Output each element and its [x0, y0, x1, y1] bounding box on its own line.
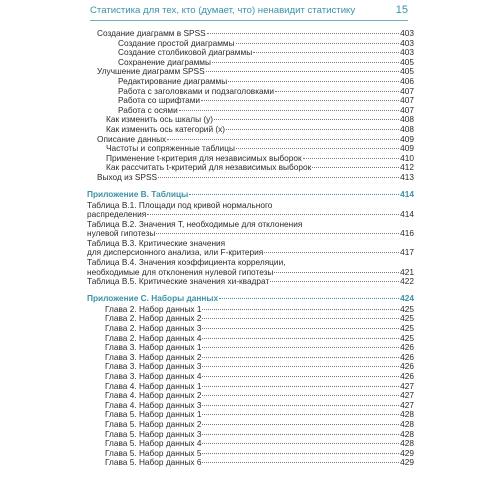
- tables-list: [0, 201, 500, 287]
- toc-entry-page: 407: [400, 85, 414, 96]
- toc-entry[interactable]: [0, 67, 500, 77]
- toc-entry-page: 403: [400, 37, 414, 48]
- toc-entry[interactable]: [0, 125, 500, 135]
- dataset-entry[interactable]: [0, 439, 500, 449]
- table-entry-line1: Таблица B.2. Значения T, необходимые для отклонения: [87, 218, 303, 229]
- leader-dots: [201, 100, 399, 101]
- leader-dots: [202, 434, 399, 435]
- table-entry[interactable]: [0, 258, 500, 277]
- toc-entry-title: Глава 2. Набор данных 4: [105, 332, 202, 343]
- leader-dots: [202, 338, 399, 339]
- table-entry[interactable]: [0, 201, 500, 220]
- leader-dots: [264, 252, 399, 253]
- table-entry-page: 417: [400, 247, 414, 258]
- table-entry-line2: необходимые для отклонения нулевой гипотезы: [87, 266, 274, 277]
- table-entry-line2: для дисперсионного анализа, или F-критерия: [87, 247, 264, 258]
- toc-entry[interactable]: [0, 58, 500, 68]
- toc-entry-title: Глава 4. Набор данных 1: [105, 380, 202, 391]
- leader-dots: [206, 71, 400, 72]
- toc-entry-page: 425: [400, 303, 414, 314]
- toc-entry-page: 408: [400, 123, 414, 134]
- leader-dots: [202, 443, 399, 444]
- leader-dots: [312, 167, 399, 168]
- leader-dots: [202, 328, 399, 329]
- toc-entry[interactable]: [0, 106, 500, 116]
- toc-entry-page: 425: [400, 313, 414, 324]
- running-header: [90, 4, 408, 16]
- toc-entry-title: Применение t-критерия для независимых выборок: [106, 152, 302, 163]
- table-entry-line1: Таблица B.1. Площади под кривой нормального: [87, 199, 273, 210]
- toc-entry-page: 428: [400, 438, 414, 449]
- dataset-entry[interactable]: [0, 353, 500, 363]
- leader-dots: [212, 62, 399, 63]
- leader-dots: [202, 395, 399, 396]
- toc-entry-page: 408: [400, 114, 414, 125]
- toc-entry-title: Работа с осями: [118, 104, 178, 115]
- toc-entry[interactable]: [0, 48, 500, 58]
- toc-entry-title: Как изменить ось шкалы (y): [106, 114, 214, 125]
- toc-entry-page: 428: [400, 428, 414, 439]
- leader-dots: [179, 110, 399, 111]
- toc-entry-title: Работа с заголовками и подзаголовками: [118, 85, 274, 96]
- leader-dots: [274, 272, 399, 273]
- appendix-b-title: Приложение B. Таблицы: [87, 188, 189, 199]
- toc-entry-title: Глава 3. Набор данных 4: [105, 371, 202, 381]
- toc-entry[interactable]: [0, 87, 500, 97]
- toc-entry-title: Глава 3. Набор данных 2: [105, 351, 202, 362]
- toc-entry-page: 429: [400, 457, 414, 468]
- leader-dots: [202, 405, 399, 406]
- leader-dots: [236, 148, 399, 149]
- leader-dots: [303, 158, 400, 159]
- dataset-entry[interactable]: [0, 401, 500, 411]
- dataset-entry[interactable]: [0, 458, 500, 468]
- toc-entry-page: 407: [400, 104, 414, 115]
- header-rule: [90, 20, 408, 21]
- toc-entry-page: 426: [400, 371, 414, 381]
- leader-dots: [253, 52, 399, 53]
- toc-entry-title: Частоты и сопряженные таблицы: [106, 143, 235, 154]
- leader-dots: [207, 33, 400, 34]
- leader-dots: [167, 139, 399, 140]
- toc-entry-title: Глава 3. Набор данных 3: [105, 361, 202, 372]
- dataset-entry[interactable]: [0, 305, 500, 315]
- table-entry-page: 422: [400, 276, 414, 287]
- table-entry-page: 421: [400, 266, 414, 277]
- toc-entry-page: 409: [400, 133, 414, 144]
- toc-entry-title: Как изменить ось категорий (x): [106, 123, 226, 134]
- leader-dots: [202, 462, 399, 463]
- toc-entry-page: 412: [400, 162, 414, 173]
- datasets-list: [0, 305, 500, 468]
- toc-entry-page: 403: [400, 47, 414, 58]
- dataset-entry[interactable]: [0, 420, 500, 430]
- toc-entry-title: Работа со шрифтами: [118, 95, 201, 106]
- dataset-entry[interactable]: [0, 314, 500, 324]
- toc-entry-title: Глава 2. Набор данных 2: [105, 313, 202, 324]
- toc-entry[interactable]: [0, 96, 500, 106]
- table-entry-line1: Таблица B.4. Значения коэффициента корреляции,: [87, 257, 286, 268]
- leader-dots: [202, 376, 399, 377]
- table-entry-page: 416: [400, 228, 414, 239]
- leader-dots: [214, 119, 399, 120]
- toc-entry-title: Глава 5. Набор данных 1: [105, 409, 202, 420]
- toc-entry-title: Создание диаграмм в SPSS: [97, 28, 206, 38]
- leader-dots: [236, 43, 400, 44]
- toc-entry-page: 427: [400, 399, 414, 410]
- leader-dots: [147, 214, 399, 215]
- toc-entry-title: Создание столбиковой диаграммы: [118, 47, 253, 58]
- toc-entry-title: Выход из SPSS: [97, 171, 158, 182]
- leader-dots: [226, 129, 399, 130]
- toc-entry-page: 425: [400, 332, 414, 343]
- toc-entry-title: Глава 5. Набор данных 5: [105, 447, 202, 458]
- table-of-contents: [0, 29, 500, 468]
- toc-entry-page: 427: [400, 380, 414, 391]
- toc-entry-title: Редактирование диаграммы: [118, 75, 228, 86]
- toc-entry-page: 405: [400, 56, 414, 67]
- leader-dots: [202, 386, 399, 387]
- leader-dots: [202, 366, 399, 367]
- toc-entry-page: 427: [400, 390, 414, 401]
- toc-entry-page: 407: [400, 95, 414, 106]
- toc-entry-title: Глава 4. Набор данных 2: [105, 390, 202, 401]
- dataset-entry[interactable]: [0, 430, 500, 440]
- dataset-entry[interactable]: [0, 410, 500, 420]
- dataset-entry[interactable]: [0, 391, 500, 401]
- toc-entry-page: 410: [400, 152, 414, 163]
- leader-dots: [219, 298, 399, 299]
- toc-entry-page: 413: [400, 171, 414, 182]
- toc-entry-title: Глава 5. Набор данных 3: [105, 428, 202, 439]
- toc-entry-title: Как рассчитать t-критерий для независимых выборок: [106, 162, 312, 173]
- dataset-entry[interactable]: [0, 334, 500, 344]
- toc-entry-page: 403: [400, 28, 414, 38]
- page-number: 15: [395, 4, 408, 16]
- leader-dots: [202, 453, 399, 454]
- toc-entry-title: Глава 5. Набор данных 6: [105, 457, 202, 468]
- table-entry[interactable]: [0, 277, 500, 287]
- toc-entry-title: Глава 2. Набор данных 3: [105, 323, 202, 334]
- toc-entry-title: Глава 5. Набор данных 2: [105, 418, 202, 429]
- leader-dots: [275, 91, 399, 92]
- leader-dots: [158, 177, 399, 178]
- dataset-entry[interactable]: [0, 449, 500, 459]
- toc-entry[interactable]: [0, 163, 500, 173]
- appendix-c-page: 424: [400, 292, 414, 303]
- appendix-b-entry[interactable]: [0, 187, 500, 201]
- toc-entry-page: 406: [400, 75, 414, 86]
- leader-dots: [270, 281, 399, 282]
- running-title: Статистика для тех, кто (думает, что) ненавидит статистику: [90, 5, 356, 16]
- toc-entry-title: Улучшение диаграмм SPSS: [97, 66, 205, 77]
- leader-dots: [228, 81, 399, 82]
- leader-dots: [202, 357, 399, 358]
- toc-entry-page: 425: [400, 323, 414, 334]
- toc-entry-title: Глава 2. Набор данных 1: [105, 303, 202, 314]
- toc-entry-title: Глава 4. Набор данных 3: [105, 399, 202, 410]
- table-entry-page: 414: [400, 209, 414, 220]
- toc-entry-page: 426: [400, 351, 414, 362]
- toc-entry[interactable]: [0, 135, 500, 145]
- table-entry-line2: нулевой гипотезы: [87, 228, 156, 239]
- leader-dots: [156, 233, 399, 234]
- dataset-entry[interactable]: [0, 382, 500, 392]
- toc-entry-page: 426: [400, 342, 414, 353]
- leader-dots: [202, 347, 399, 348]
- toc-entry-title: Глава 3. Набор данных 1: [105, 342, 202, 353]
- toc-entry-title: Сохранение диаграммы: [118, 56, 211, 67]
- table-entry-line1: Таблица B.3. Критические значения: [87, 237, 226, 248]
- toc-entry-page: 428: [400, 409, 414, 420]
- dataset-entry[interactable]: [0, 324, 500, 334]
- appendix-c-title: Приложение C. Наборы данных: [87, 292, 219, 303]
- table-entry[interactable]: [0, 239, 500, 258]
- toc-entry[interactable]: [0, 173, 500, 183]
- leader-dots: [202, 318, 399, 319]
- toc-entry-page: 429: [400, 447, 414, 458]
- toc-entry-title: Описание данных: [97, 133, 167, 144]
- dataset-entry[interactable]: [0, 343, 500, 353]
- table-entry-line2: Таблица B.5. Критические значения хи-квадрат: [87, 276, 270, 287]
- leader-dots: [202, 424, 399, 425]
- toc-entry-page: 405: [400, 66, 414, 77]
- toc-entry[interactable]: [0, 115, 500, 125]
- leader-dots: [202, 309, 399, 310]
- toc-entry-page: 428: [400, 418, 414, 429]
- dataset-entry[interactable]: [0, 362, 500, 372]
- table-entry[interactable]: [0, 220, 500, 239]
- toc-entry-title: Создание простой диаграммы: [118, 37, 235, 48]
- dataset-entry[interactable]: [0, 372, 500, 382]
- toc-entry-title: Глава 5. Набор данных 4: [105, 438, 202, 449]
- toc-entry-page: 426: [400, 361, 414, 372]
- spss-section: [0, 29, 500, 183]
- leader-dots: [202, 414, 399, 415]
- leader-dots: [189, 194, 399, 195]
- table-entry-line2: распределения: [87, 209, 147, 220]
- toc-entry[interactable]: [0, 29, 500, 39]
- toc-entry-page: 409: [400, 143, 414, 154]
- appendix-c-entry[interactable]: [0, 291, 500, 305]
- appendix-b-page: 414: [400, 188, 414, 199]
